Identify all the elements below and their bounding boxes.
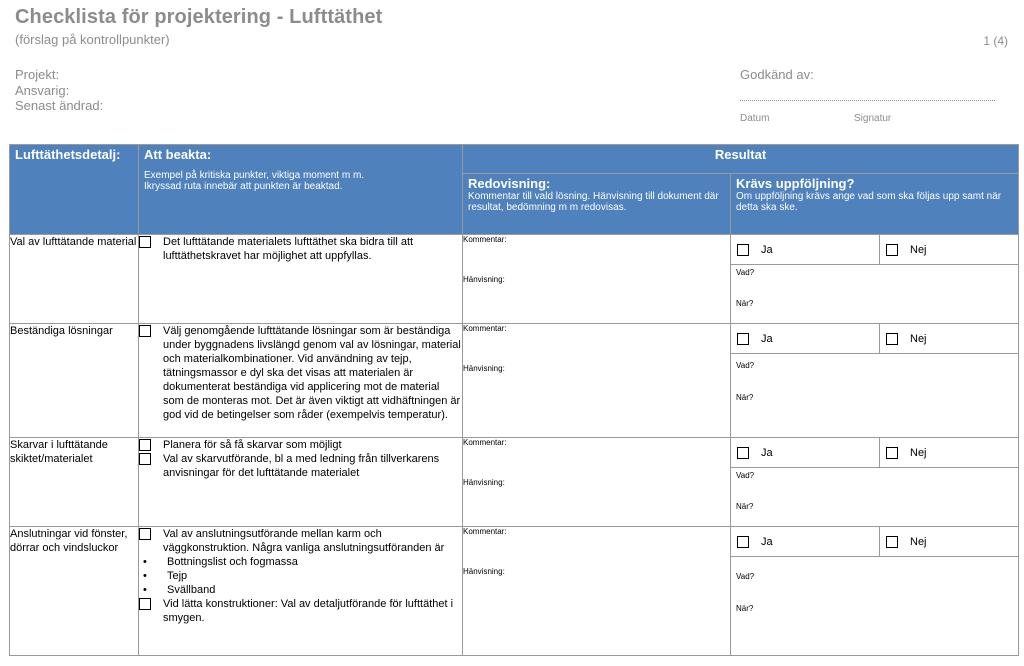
vad-nar-field[interactable]: Vad? När? xyxy=(736,268,755,308)
ja-checkbox[interactable] xyxy=(737,447,749,459)
checklist-table xyxy=(9,144,1019,656)
checkbox[interactable] xyxy=(139,528,151,540)
redovisning-note: Kommentar till vald lösning. Hänvisning till dokument där resultat, bedömning m m redovisas. xyxy=(468,191,719,213)
vad-nar-field[interactable]: Vad? När? xyxy=(736,572,755,613)
bullet-list xyxy=(139,555,462,597)
nej-option[interactable]: Nej xyxy=(880,527,1018,556)
nej-option[interactable]: Nej xyxy=(880,324,1018,353)
checkbox[interactable] xyxy=(139,439,151,451)
vad-nar-field[interactable]: Vad? När? xyxy=(736,471,755,511)
nej-option[interactable]: Nej xyxy=(880,438,1018,467)
redovisning-cell[interactable]: Kommentar: Hänvisning: xyxy=(463,438,731,527)
nej-checkbox[interactable] xyxy=(886,447,898,459)
page-number: 1 (4) xyxy=(983,34,1008,48)
col-header-kravs: Krävs uppföljning? Om uppföljning krävs ange vad som ska följas upp samt när detta ska ske. xyxy=(731,174,1019,235)
beakta-cell: Välj genomgående lufttätande lösningar som är beständiga under byggnadens livslängd genom val av lösningar, material och materialkombinationer. Vid användning av tejp, tätningsmassor e dyl ska det visas att materialen är dokumenterat beständiga vid applicering mot de material som de monteras mot. Det är även viktigt att vidhäftningen är god vid de betingelser som råder (exempelvis temperatur). xyxy=(139,324,463,438)
col-header-beakta: Att beakta: Exempel på kritiska punkter, viktiga moment m m. Ikryssad ruta innebär att punkten är beaktad. xyxy=(139,145,463,235)
detail-cell: Skarvar i lufttätande skiktet/materialet xyxy=(10,438,139,527)
list-item: • Tejp xyxy=(143,570,188,582)
checkbox[interactable] xyxy=(139,598,151,610)
vad-nar-field[interactable]: Vad? När? xyxy=(736,361,755,402)
ja-option[interactable]: Ja xyxy=(731,324,880,353)
kravs-cell xyxy=(731,527,1019,656)
nej-checkbox[interactable] xyxy=(886,536,898,548)
ja-checkbox[interactable] xyxy=(737,244,749,256)
beakta-cell: Val av anslutningsutförande mellan karm och väggkonstruktion. Några vanliga anslutningsutföranden är • Bottningslist och fogmassa • Tejp • Svällband Vid lätta konstruktioner: Val av detaljutförande för lufttäthet i smygen. xyxy=(139,527,463,656)
kravs-cell xyxy=(731,235,1019,324)
godkand-label: Godkänd av: xyxy=(740,67,814,82)
beakta-cell: Planera för så få skarvar som möjligt Val av skarvutförande, bl a med ledning från tillverkarens anvisningar för det lufttätande materialet xyxy=(139,438,463,527)
projekt-label: Projekt: xyxy=(15,67,60,82)
nej-checkbox[interactable] xyxy=(886,244,898,256)
detail-cell: Beständiga lösningar xyxy=(10,324,139,438)
document-subtitle: (förslag på kontrollpunkter) xyxy=(15,32,170,47)
redovisning-cell[interactable]: Kommentar: Hänvisning: xyxy=(463,235,731,324)
ja-option[interactable]: Ja xyxy=(731,235,880,264)
checkbox[interactable] xyxy=(139,453,151,465)
ja-checkbox[interactable] xyxy=(737,536,749,548)
nej-option[interactable]: Nej xyxy=(880,235,1018,264)
redovisning-cell[interactable]: Kommentar: Hänvisning: xyxy=(463,527,731,656)
table-row xyxy=(10,527,1019,656)
datum-label: Datum xyxy=(740,113,770,124)
redovisning-cell[interactable]: Kommentar: Hänvisning: xyxy=(463,324,731,438)
beakta-cell: Det lufttätande materialets lufttäthet ska bidra till att lufttäthetskravet har möjlighet att uppfyllas. xyxy=(139,235,463,324)
signatur-label: Signatur xyxy=(854,113,892,124)
checkbox[interactable] xyxy=(139,325,151,337)
ja-option[interactable]: Ja xyxy=(731,438,880,467)
nej-checkbox[interactable] xyxy=(886,333,898,345)
kravs-cell xyxy=(731,324,1019,438)
ansvarig-label: Ansvarig: xyxy=(15,83,70,98)
table-row xyxy=(10,438,1019,527)
table-row xyxy=(10,235,1019,324)
ja-checkbox[interactable] xyxy=(737,333,749,345)
col-header-detail: Lufttäthetsdetalj: xyxy=(10,145,139,235)
kravs-cell xyxy=(731,438,1019,527)
kravs-note: Om uppföljning krävs ange vad som ska följas upp samt när detta ska ske. xyxy=(736,191,1002,213)
list-item: • Svällband xyxy=(143,584,216,596)
document-title: Checklista för projektering - Lufttäthet xyxy=(15,6,383,28)
ja-option[interactable]: Ja xyxy=(731,527,880,556)
table-row xyxy=(10,324,1019,438)
senast-andrad-label: Senast ändrad: xyxy=(15,98,104,113)
checkbox[interactable] xyxy=(139,236,151,248)
detail-cell: Anslutningar vid fönster, dörrar och vindsluckor xyxy=(10,527,139,656)
signature-line xyxy=(740,100,995,101)
col-header-beakta-note: Exempel på kritiska punkter, viktiga moment m m. Ikryssad ruta innebär att punkten är beaktad. xyxy=(144,170,365,192)
detail-cell: Val av lufttätande material xyxy=(10,235,139,324)
col-header-redovisning: Redovisning: Kommentar till vald lösning. Hänvisning till dokument där resultat, bedömning m m redovisas. xyxy=(463,174,731,235)
list-item: • Bottningslist och fogmassa xyxy=(143,556,298,568)
col-header-resultat: Resultat xyxy=(463,145,1019,174)
